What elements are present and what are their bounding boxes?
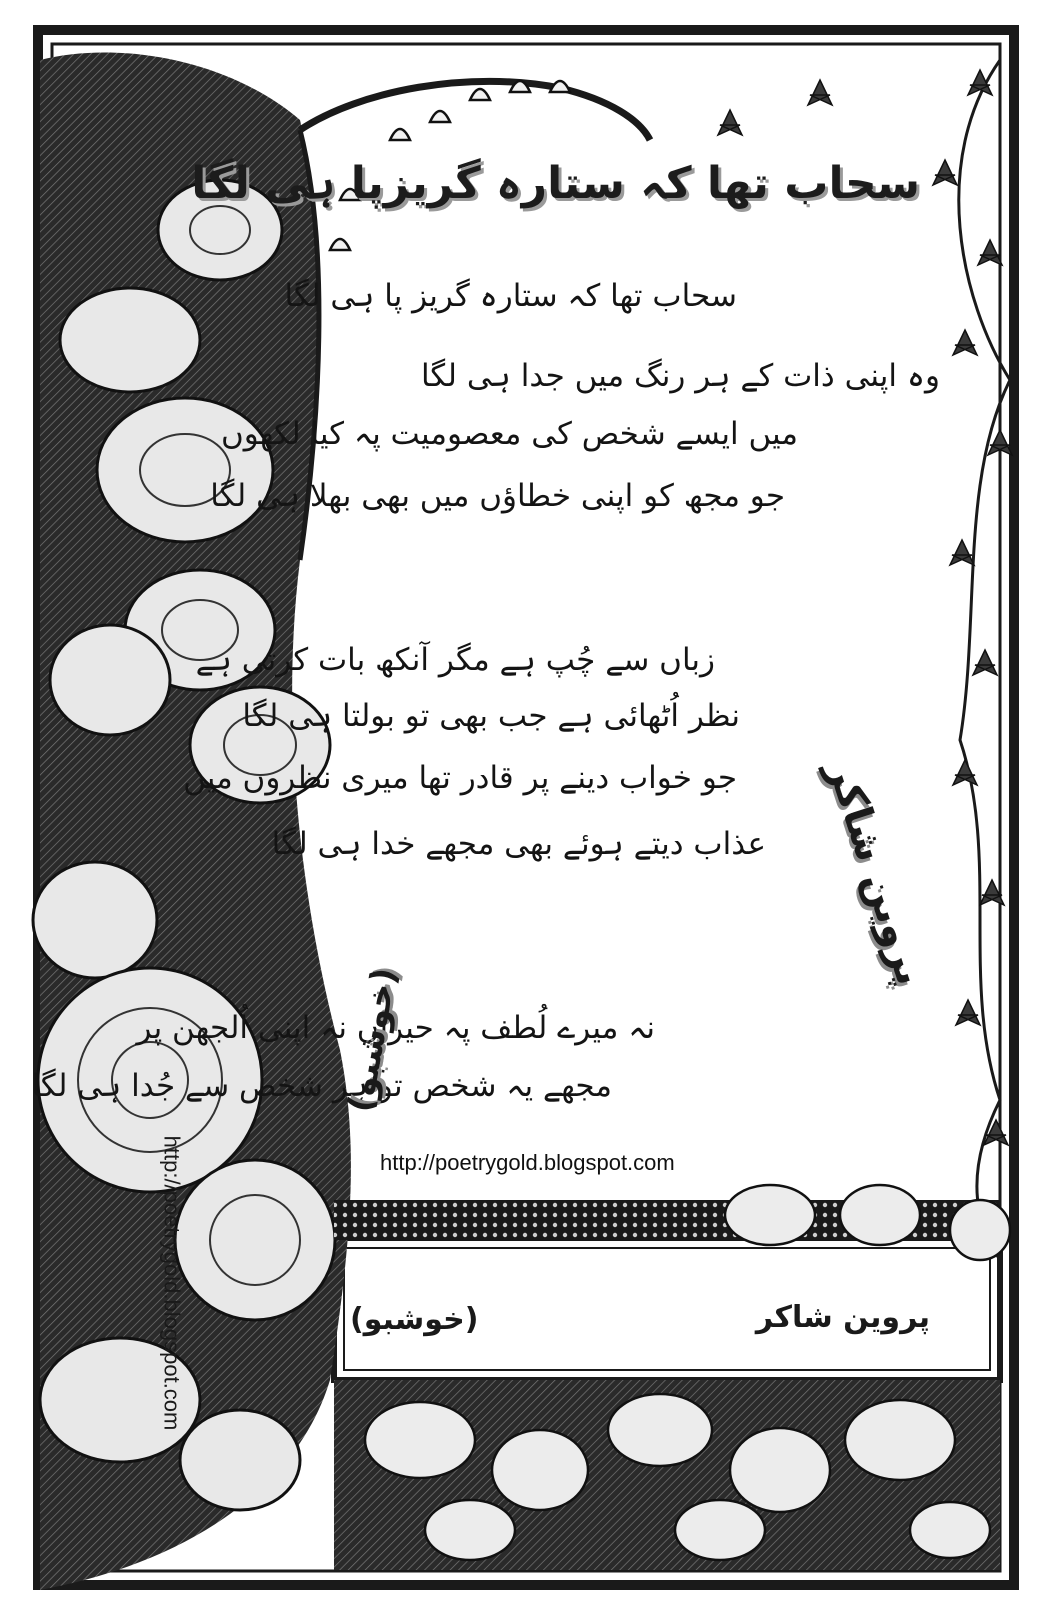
poem-line: میں ایسے شخص کی معصومیت پہ کیا لکھوں	[221, 416, 798, 452]
poem-line: عذاب دیتے ہوئے بھی مجھے خدا ہی لگا	[271, 826, 766, 862]
poem-line: مجھے یہ شخص تو ہر شخص سے جُدا ہی لگا	[31, 1068, 612, 1104]
book-signature: (خوشبو)	[340, 964, 406, 1116]
blog-url-link[interactable]: http://poetrygold.blogspot.com	[380, 1150, 675, 1175]
poem-line: سحاب تھا کہ ستارہ گریز پا ہی لگا	[284, 278, 737, 314]
poet-signature: پروین شاکر	[818, 755, 934, 991]
vertical-blog-url: http://poetrygold.blogspot.com	[159, 1135, 185, 1431]
footer-poet-name: پروین شاکر	[755, 1300, 930, 1335]
footer-book-name: (خوشبو)	[350, 1302, 479, 1337]
poem-line: نہ میرے لُطف پہ حیراں نہ اپنی اُلجھن پر	[136, 1010, 655, 1046]
poem-line: وہ اپنی ذات کے ہر رنگ میں جدا ہی لگا	[420, 358, 940, 394]
ivy-leaves	[718, 70, 1012, 1145]
poem-line: جو خواب دینے پر قادر تھا میری نظروں میں	[183, 760, 737, 796]
poem-line: نظر اُٹھائی ہے جب بھی تو بولتا ہی لگا	[242, 698, 740, 734]
poem-line: جو مجھ کو اپنی خطاؤں میں بھی بھلا ہی لگا	[210, 478, 785, 514]
poem-title: سحاب تھا کہ ستارہ گریزپا ہی لگا	[191, 158, 920, 209]
poem-line: زباں سے چُپ ہے مگر آنکھ بات کرتی ہے	[195, 642, 715, 678]
